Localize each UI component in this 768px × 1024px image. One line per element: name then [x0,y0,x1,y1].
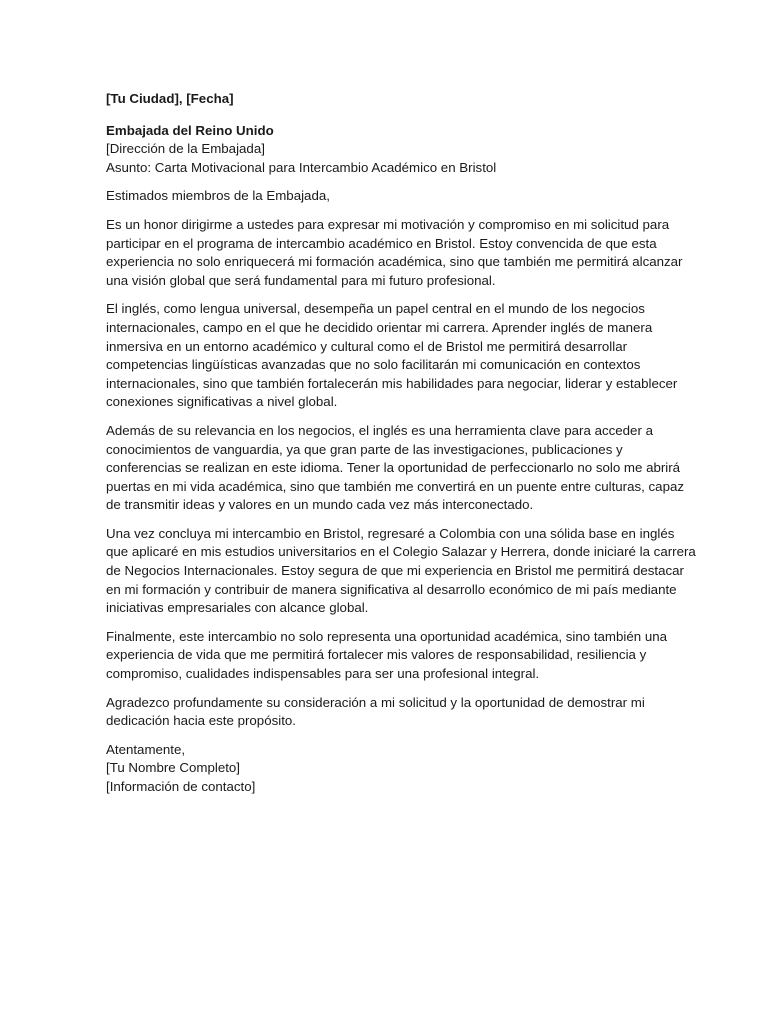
letter-body [106,90,696,807]
paragraph-line: internacionales, campo en el que he decidido orientar mi carrera. Aprender inglés de manera [106,319,653,335]
greeting-block [106,187,666,206]
paragraph-line: dedicación hacia este propósito. [106,713,296,729]
paragraph-line: competencias lingüísticas avanzadas que no solo facilitarán mi comunicación en contextos [106,357,641,373]
paragraph-line: El inglés, como lengua universal, desempeña un papel central en el mundo de los negocios [106,301,645,317]
paragraph-line: Es un honor dirigirme a ustedes para expresar mi motivación y compromiso en mi solicitud para [106,216,670,232]
paragraph-english-business [106,300,678,412]
paragraph-line: Finalmente, este intercambio no solo representa una oportunidad académica, sino también una [106,628,668,644]
paragraph-line: en mi formación y contribuir de manera significativa al desarrollo económico de mi país mediante [106,581,677,597]
greeting: Estimados miembros de la Embajada, [106,188,330,204]
paragraph-return-plans [106,525,696,618]
paragraph-motivation [106,216,683,290]
paragraph-gratitude [106,694,666,731]
date-line: [Tu Ciudad], [Fecha] [106,91,234,106]
paragraph-line: conexiones significativas a nivel global. [106,394,338,410]
recipient-block [106,122,666,178]
paragraph-line: de Negocios Internacionales. Estoy segura de que mi experiencia en Bristol me permitirá destacar [106,563,684,579]
paragraph-line: una visión global que será fundamental para mi futuro profesional. [106,272,496,288]
subject-line: Asunto: Carta Motivacional para Intercambio Académico en Bristol [106,159,497,175]
paragraph-line: Una vez concluya mi intercambio en Bristol, regresaré a Colombia con una sólida base en inglés [106,525,675,541]
paragraph-line: inmersiva en un entorno académico y cultural como el de Bristol me permitirá desarrollar [106,338,628,354]
paragraph-line: internacionales, sino que también fortalecerán mis habilidades para negociar, liderar y establecer [106,375,678,391]
paragraph-life-experience [106,628,666,684]
recipient-name: Embajada del Reino Unido [106,122,274,138]
paragraph-line: que aplicaré en mis estudios universitarios en el Colegio Salazar y Herrera, donde iniciaré la carrera [106,544,696,560]
recipient-address: [Dirección de la Embajada] [106,141,265,157]
paragraph-line: puertas en mi vida académica, sino que también me convertirá en un puente entre culturas, capaz [106,478,685,494]
signer-contact: [Información de contacto] [106,779,256,794]
closing-salutation: Atentamente, [106,741,186,757]
paragraph-knowledge [106,422,685,515]
paragraph-line: conferencias se realizan en este idioma. Tener la oportunidad de perfeccionarlo no solo me abrirá [106,460,681,476]
paragraph-line: Agradezco profundamente su consideración a mi solicitud y la oportunidad de demostrar mi [106,694,645,710]
paragraph-line: de transmitir ideas y valores en un mundo cada vez más interconectado. [106,497,534,513]
paragraph-line: participar en el programa de intercambio académico en Bristol. Estoy convencida de que esta [106,235,657,251]
paragraph-line: Además de su relevancia en los negocios, el inglés es una herramienta clave para acceder a [106,422,653,438]
paragraph-line: compromiso, cualidades indispensables para ser una profesional integral. [106,666,540,682]
closing-block [106,741,666,797]
paragraph-line: iniciativas empresariales con alcance global. [106,600,369,616]
signer-name: [Tu Nombre Completo] [106,760,241,776]
paragraph-line: experiencia de vida que me permitirá fortalecer mis valores de responsabilidad, resiliencia y [106,647,647,663]
paragraph-line: experiencia no solo enriquecerá mi formación académica, sino que también me permitirá alcanzar [106,254,683,270]
paragraph-line: conocimientos de vanguardia, ya que gran parte de las investigaciones, publicaciones y [106,441,623,457]
date-block [106,90,666,109]
